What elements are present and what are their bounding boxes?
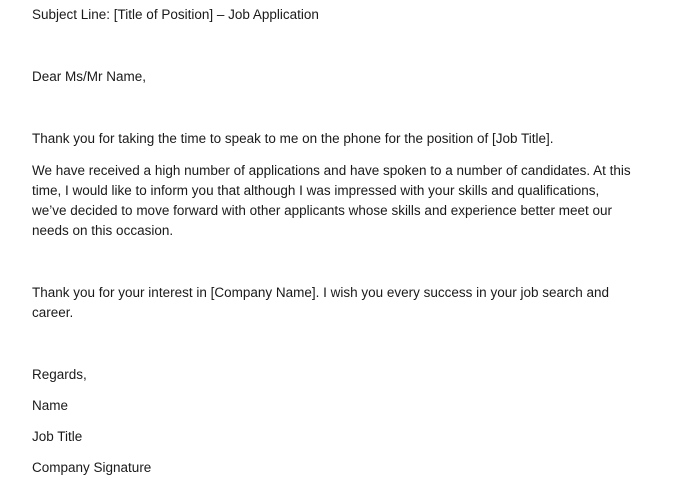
closing: Regards, (32, 367, 87, 382)
subject-line: Subject Line: [Title of Position] – Job Application (32, 7, 319, 22)
sender-job-title: Job Title (32, 429, 83, 444)
company-signature: Company Signature (32, 460, 152, 475)
paragraph-decision-line: time, I would like to inform you that although I was impressed with your skills and qualifications, (32, 183, 600, 198)
paragraph-intro: Thank you for taking the time to speak to me on the phone for the position of [Job Title]. (32, 131, 554, 146)
paragraph-thanks (32, 283, 668, 323)
salutation: Dear Ms/Mr Name, (32, 69, 147, 84)
paragraph-decision-line: needs on this occasion. (32, 223, 174, 238)
sender-name: Name (32, 398, 69, 413)
paragraph-thanks-line: career. (32, 305, 74, 320)
paragraph-decision (32, 161, 668, 241)
paragraph-decision-line: we’ve decided to move forward with other applicants whose skills and experience better meet our (32, 203, 613, 218)
paragraph-decision-line: We have received a high number of applications and have spoken to a number of candidates. At this (32, 163, 631, 178)
paragraph-thanks-line: Thank you for your interest in [Company Name]. I wish you every success in your job search and (32, 285, 610, 300)
